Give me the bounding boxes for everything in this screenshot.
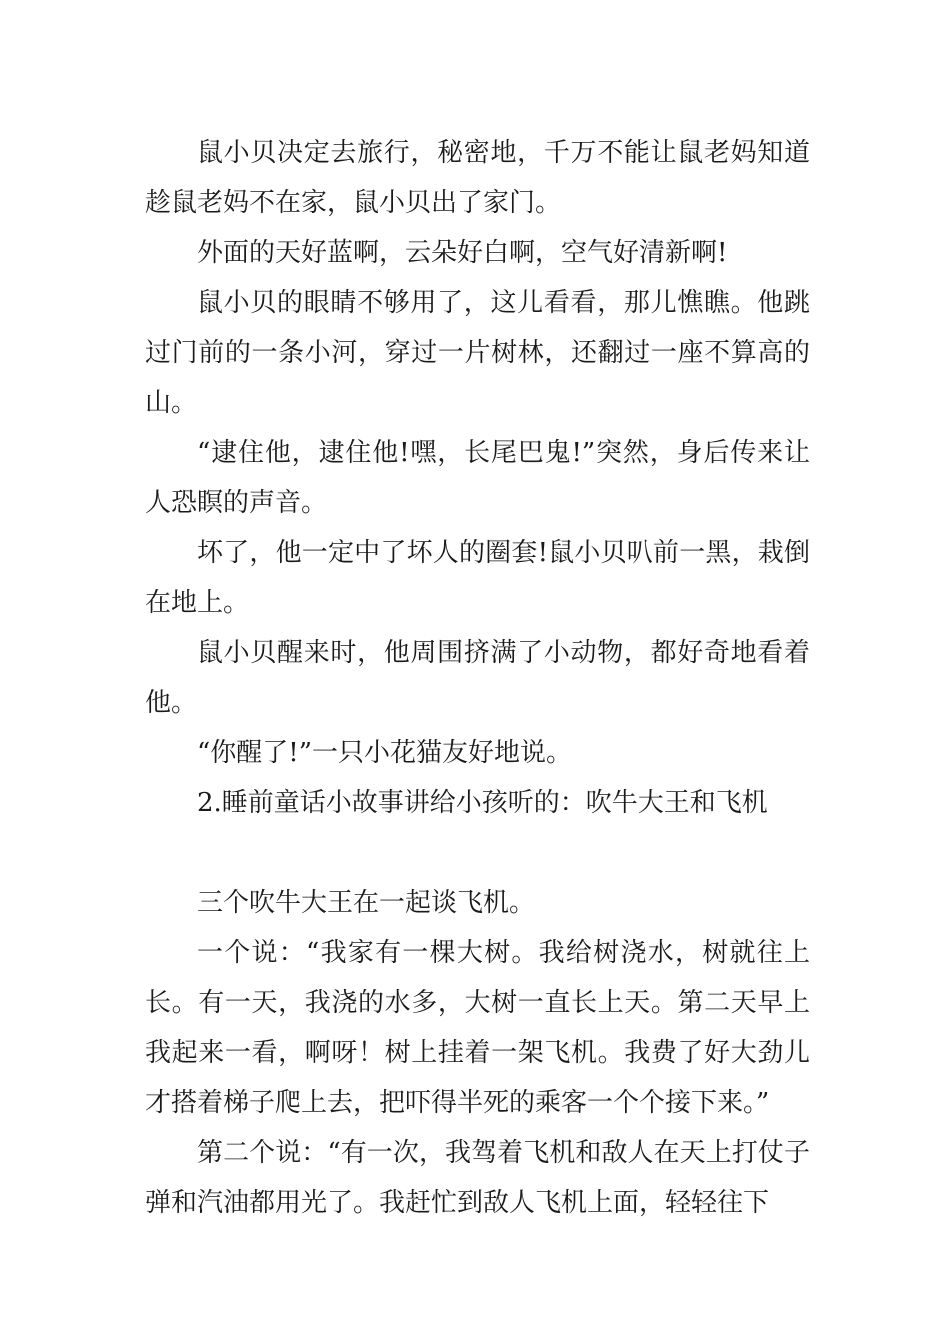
paragraph: 一个说：“我家有一棵大树。我给树浇水，树就往上长。有一天，我浇的水多，大树一直长上天。第二天早上我起来一看，啊呀！树上挂着一架飞机。我费了好大劲儿才搭着梯子爬上去，把吓得半死的乘客一个个接下来。”: [145, 938, 810, 1118]
paragraph: 坏了，他一定中了坏人的圈套!鼠小贝叭前一黑，栽倒在地上。: [145, 538, 810, 618]
paragraph: 三个吹牛大王在一起谈飞机。: [197, 888, 536, 918]
paragraph: “你醒了!”一只小花猫友好地说。: [197, 738, 573, 768]
paragraph: 第二个说：“有一次，我驾着飞机和敌人在天上打仗子弹和汽油都用光了。我赶忙到敌人飞机上面，轻轻往下: [145, 1138, 810, 1218]
paragraph: 鼠小贝决定去旅行，秘密地，千万不能让鼠老妈知道趁鼠老妈不在家，鼠小贝出了家门。: [145, 138, 810, 218]
document-body: [145, 128, 810, 1228]
paragraph: 外面的天好蓝啊，云朵好白啊，空气好清新啊!: [197, 238, 728, 268]
paragraph: “逮住他，逮住他!嘿，长尾巴鬼!”突然，身后传来让人恐瞑的声音。: [145, 438, 810, 518]
section-title: 2.睡前童话小故事讲给小孩听的：吹牛大王和飞机: [197, 788, 768, 818]
paragraph: 鼠小贝的眼睛不够用了，这儿看看，那儿憔瞧。他跳过门前的一条小河，穿过一片树林，还翻过一座不算高的山。: [145, 288, 810, 418]
paragraph: 鼠小贝醒来时，他周围挤满了小动物，都好奇地看着他。: [145, 638, 810, 718]
